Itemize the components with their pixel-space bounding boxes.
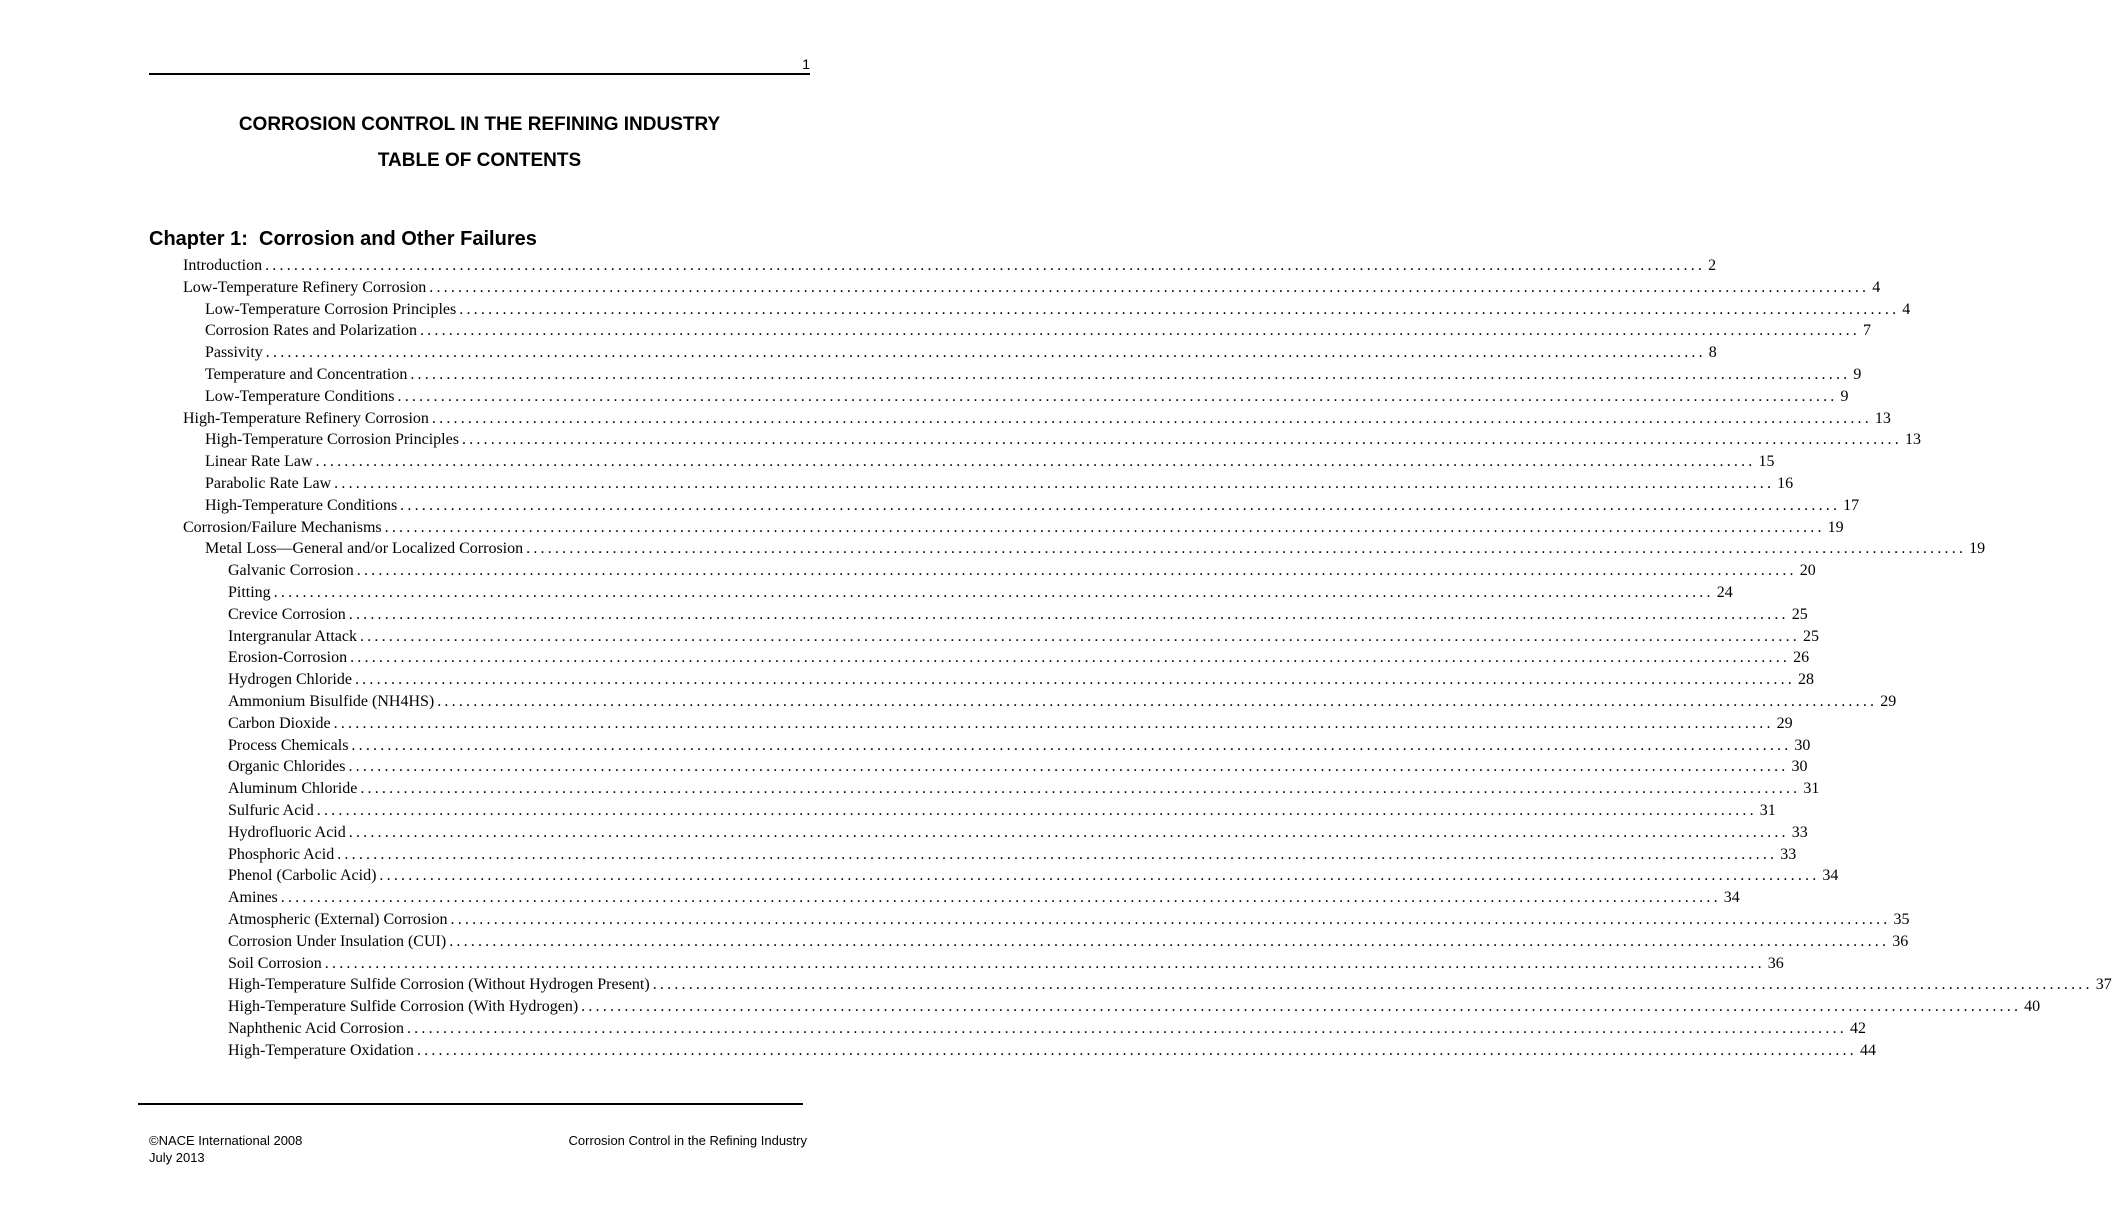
- toc-entry-title: Ammonium Bisulfide (NH4HS): [228, 692, 435, 710]
- dot-leader: ........................................................................................................................................................................................................: [581, 998, 2022, 1016]
- toc-entry-page: 15: [1758, 453, 1775, 471]
- toc-entry: [149, 953, 1784, 975]
- toc-entry-page: 30: [1794, 736, 1811, 754]
- toc-entry: [149, 582, 1733, 604]
- toc-entry: [149, 342, 1717, 364]
- toc-entry-title: High-Temperature Sulfide Corrosion (Without Hydrogen Present): [228, 976, 650, 994]
- toc-entry-page: 24: [1716, 583, 1733, 601]
- dot-leader: ........................................................................................................................................................................................................: [360, 780, 1801, 798]
- toc-entry-title: Process Chemicals: [228, 736, 349, 754]
- toc-entry-page: 16: [1777, 474, 1794, 492]
- toc-entry: [149, 691, 1897, 713]
- toc-entry: [149, 299, 1911, 321]
- dot-leader: ........................................................................................................................................................................................................: [416, 1041, 1857, 1059]
- toc-entry: [149, 800, 1776, 822]
- toc-entry-title: Metal Loss—General and/or Localized Corrosion: [205, 540, 524, 558]
- toc-heading: TABLE OF CONTENTS: [377, 150, 582, 171]
- dot-leader: ........................................................................................................................................................................................................: [359, 627, 1800, 645]
- toc-entry-title: Erosion-Corrosion: [228, 649, 348, 667]
- toc-entry-page: 33: [1780, 845, 1797, 863]
- toc-entry-page: 33: [1791, 823, 1808, 841]
- dot-leader: ........................................................................................................................................................................................................: [324, 954, 1765, 972]
- footer-date: July 2013: [149, 1150, 205, 1165]
- dot-leader: ........................................................................................................................................................................................................: [397, 387, 1838, 405]
- page-number: 1: [802, 56, 810, 72]
- toc-entry-page: 28: [1797, 671, 1814, 689]
- toc-entry: [149, 669, 1814, 691]
- dot-leader: ........................................................................................................................................................................................................: [450, 910, 1891, 928]
- dot-leader: ........................................................................................................................................................................................................: [265, 257, 1706, 274]
- dot-leader: ........................................................................................................................................................................................................: [315, 453, 1756, 471]
- toc-entry: [149, 844, 1797, 866]
- dot-leader: ........................................................................................................................................................................................................: [351, 736, 1792, 754]
- toc-entry-page: 2: [1708, 257, 1717, 274]
- dot-leader: ........................................................................................................................................................................................................: [354, 671, 1795, 689]
- dot-leader: ........................................................................................................................................................................................................: [419, 322, 1860, 340]
- toc-entry-title: Amines: [228, 889, 278, 907]
- toc-entry: [149, 495, 1860, 517]
- toc-entry-title: High-Temperature Conditions: [205, 496, 398, 514]
- document-title: CORROSION CONTROL IN THE REFINING INDUSTRY: [238, 114, 721, 135]
- footer-book-title: Corrosion Control in the Refining Industry: [568, 1133, 807, 1148]
- toc-entry-page: 4: [1872, 278, 1881, 296]
- dot-leader: ........................................................................................................................................................................................................: [348, 605, 1789, 623]
- toc-entry: [149, 713, 1793, 735]
- toc-entry-title: Linear Rate Law: [205, 453, 313, 471]
- toc-entry-title: Low-Temperature Conditions: [205, 387, 395, 405]
- toc-entry-title: Temperature and Concentration: [205, 365, 408, 383]
- toc-entry: [149, 865, 1839, 887]
- header-rule: [149, 73, 810, 75]
- toc-entry-title: Passivity: [205, 344, 263, 362]
- toc-entry-title: High-Temperature Corrosion Principles: [205, 431, 459, 449]
- dot-leader: ........................................................................................................................................................................................................: [334, 474, 1775, 492]
- toc-entry-page: 20: [1799, 562, 1816, 580]
- toc-entry: [149, 647, 1810, 669]
- toc-entry-title: Galvanic Corrosion: [228, 562, 354, 580]
- toc-entry-page: 19: [1969, 540, 1986, 558]
- toc-entry-title: Crevice Corrosion: [228, 605, 346, 623]
- toc-entry-page: 26: [1793, 649, 1810, 667]
- toc-entry-title: Low-Temperature Refinery Corrosion: [183, 278, 427, 296]
- toc-entry-title: Introduction: [183, 257, 263, 274]
- dot-leader: ........................................................................................................................................................................................................: [437, 692, 1878, 710]
- toc-entry: [149, 604, 1808, 626]
- toc-entry-page: 4: [1902, 300, 1911, 318]
- toc-entry-title: Phosphoric Acid: [228, 845, 335, 863]
- footer-copyright: ©NACE International 2008: [149, 1133, 303, 1148]
- toc-entry-page: 36: [1892, 932, 1909, 950]
- toc-entry-page: 25: [1791, 605, 1808, 623]
- dot-leader: ........................................................................................................................................................................................................: [429, 278, 1870, 296]
- toc-entry-page: 29: [1776, 714, 1793, 732]
- toc-entry: [149, 364, 1862, 386]
- toc-entry-page: 40: [2024, 998, 2041, 1016]
- dot-leader: ........................................................................................................................................................................................................: [356, 562, 1797, 580]
- toc-entry: [149, 909, 1910, 931]
- toc-entry: [149, 277, 1881, 299]
- toc-entry-title: Atmospheric (External) Corrosion: [228, 910, 448, 928]
- toc-entry-title: Phenol (Carbolic Acid): [228, 867, 377, 885]
- toc-entry: [149, 996, 2041, 1018]
- dot-leader: ........................................................................................................................................................................................................: [316, 801, 1757, 819]
- toc-entry-title: Sulfuric Acid: [228, 801, 314, 819]
- toc-entry: [149, 451, 1775, 473]
- toc-entry-page: 44: [1859, 1041, 1876, 1059]
- dot-leader: ........................................................................................................................................................................................................: [384, 518, 1825, 536]
- toc-entry-page: 13: [1904, 431, 1921, 449]
- toc-entry: [149, 473, 1794, 495]
- toc-entry-title: Aluminum Chloride: [228, 780, 358, 798]
- toc-entry-title: Organic Chlorides: [228, 758, 346, 776]
- dot-leader: ........................................................................................................................................................................................................: [350, 649, 1791, 667]
- dot-leader: ........................................................................................................................................................................................................: [410, 365, 1851, 383]
- dot-leader: ........................................................................................................................................................................................................: [400, 496, 1841, 514]
- toc-entry-page: 30: [1791, 758, 1808, 776]
- toc-entry: [149, 560, 1816, 582]
- chapter-heading: Chapter 1: Corrosion and Other Failures: [149, 228, 537, 250]
- toc-entry-title: Corrosion/Failure Mechanisms: [183, 518, 382, 536]
- dot-leader: ........................................................................................................................................................................................................: [348, 823, 1789, 841]
- toc-entry-page: 35: [1893, 910, 1910, 928]
- toc-entry-title: Hydrogen Chloride: [228, 671, 352, 689]
- toc-entry-page: 37: [2095, 976, 2112, 994]
- toc-entry-title: Naphthenic Acid Corrosion: [228, 1019, 404, 1037]
- toc-entry-title: High-Temperature Sulfide Corrosion (With Hydrogen): [228, 998, 579, 1016]
- toc-entry: [149, 1040, 1876, 1062]
- toc-entry-page: 13: [1874, 409, 1891, 427]
- toc-entry-title: Intergranular Attack: [228, 627, 357, 645]
- toc-entry: [149, 255, 1717, 277]
- toc-entry-title: Low-Temperature Corrosion Principles: [205, 300, 457, 318]
- toc-entry: [149, 429, 1921, 451]
- dot-leader: ........................................................................................................................................................................................................: [459, 300, 1900, 318]
- footer-left: [149, 1132, 302, 1166]
- toc-entry-title: Corrosion Rates and Polarization: [205, 322, 417, 340]
- toc-entry-page: 7: [1862, 322, 1871, 340]
- toc-entry: [149, 320, 1871, 342]
- toc-entry: [149, 974, 2112, 996]
- toc-entry-page: 9: [1853, 365, 1862, 383]
- dot-leader: ........................................................................................................................................................................................................: [280, 889, 1721, 907]
- toc-entry-title: Pitting: [228, 583, 271, 601]
- toc-entry: [149, 735, 1811, 757]
- toc-entry-title: Soil Corrosion: [228, 954, 322, 972]
- toc-entry-page: 36: [1767, 954, 1784, 972]
- dot-leader: ........................................................................................................................................................................................................: [526, 540, 1967, 558]
- toc-entry: [149, 408, 1891, 430]
- toc-entry: [149, 822, 1808, 844]
- toc-entry-title: High-Temperature Refinery Corrosion: [183, 409, 429, 427]
- toc-entry-title: Carbon Dioxide: [228, 714, 331, 732]
- toc-entry-title: Hydrofluoric Acid: [228, 823, 346, 841]
- table-of-contents: [149, 255, 2112, 1061]
- toc-entry: [149, 1018, 1866, 1040]
- toc-entry: [149, 931, 1909, 953]
- toc-entry-page: 29: [1880, 692, 1897, 710]
- toc-entry-page: 9: [1840, 387, 1849, 405]
- toc-entry: [149, 778, 1820, 800]
- toc-entry-page: 17: [1843, 496, 1860, 514]
- toc-entry: [149, 386, 1849, 408]
- toc-entry: [149, 538, 1986, 560]
- toc-entry-title: High-Temperature Oxidation: [228, 1041, 414, 1059]
- toc-entry-title: Parabolic Rate Law: [205, 474, 332, 492]
- dot-leader: ........................................................................................................................................................................................................: [348, 758, 1789, 776]
- toc-entry-page: 19: [1827, 518, 1844, 536]
- toc-entry-page: 8: [1708, 344, 1717, 362]
- dot-leader: ........................................................................................................................................................................................................: [265, 344, 1706, 362]
- toc-entry-page: 34: [1822, 867, 1839, 885]
- dot-leader: ........................................................................................................................................................................................................: [449, 932, 1890, 950]
- dot-leader: ........................................................................................................................................................................................................: [431, 409, 1872, 427]
- toc-entry-page: 42: [1849, 1019, 1866, 1037]
- toc-entry: [149, 756, 1808, 778]
- footer-rule: [138, 1103, 803, 1105]
- dot-leader: ........................................................................................................................................................................................................: [273, 583, 1714, 601]
- toc-entry: [149, 517, 1844, 539]
- toc-entry-page: 25: [1802, 627, 1819, 645]
- toc-entry-page: 34: [1723, 889, 1740, 907]
- toc-entry-title: Corrosion Under Insulation (CUI): [228, 932, 447, 950]
- toc-entry-page: 31: [1759, 801, 1776, 819]
- toc-entry-page: 31: [1803, 780, 1820, 798]
- dot-leader: ........................................................................................................................................................................................................: [337, 845, 1778, 863]
- toc-entry: [149, 887, 1740, 909]
- dot-leader: ........................................................................................................................................................................................................: [652, 976, 2093, 994]
- dot-leader: ........................................................................................................................................................................................................: [333, 714, 1774, 732]
- toc-entry: [149, 626, 1819, 648]
- dot-leader: ........................................................................................................................................................................................................: [461, 431, 1902, 449]
- dot-leader: ........................................................................................................................................................................................................: [406, 1019, 1847, 1037]
- dot-leader: ........................................................................................................................................................................................................: [379, 867, 1820, 885]
